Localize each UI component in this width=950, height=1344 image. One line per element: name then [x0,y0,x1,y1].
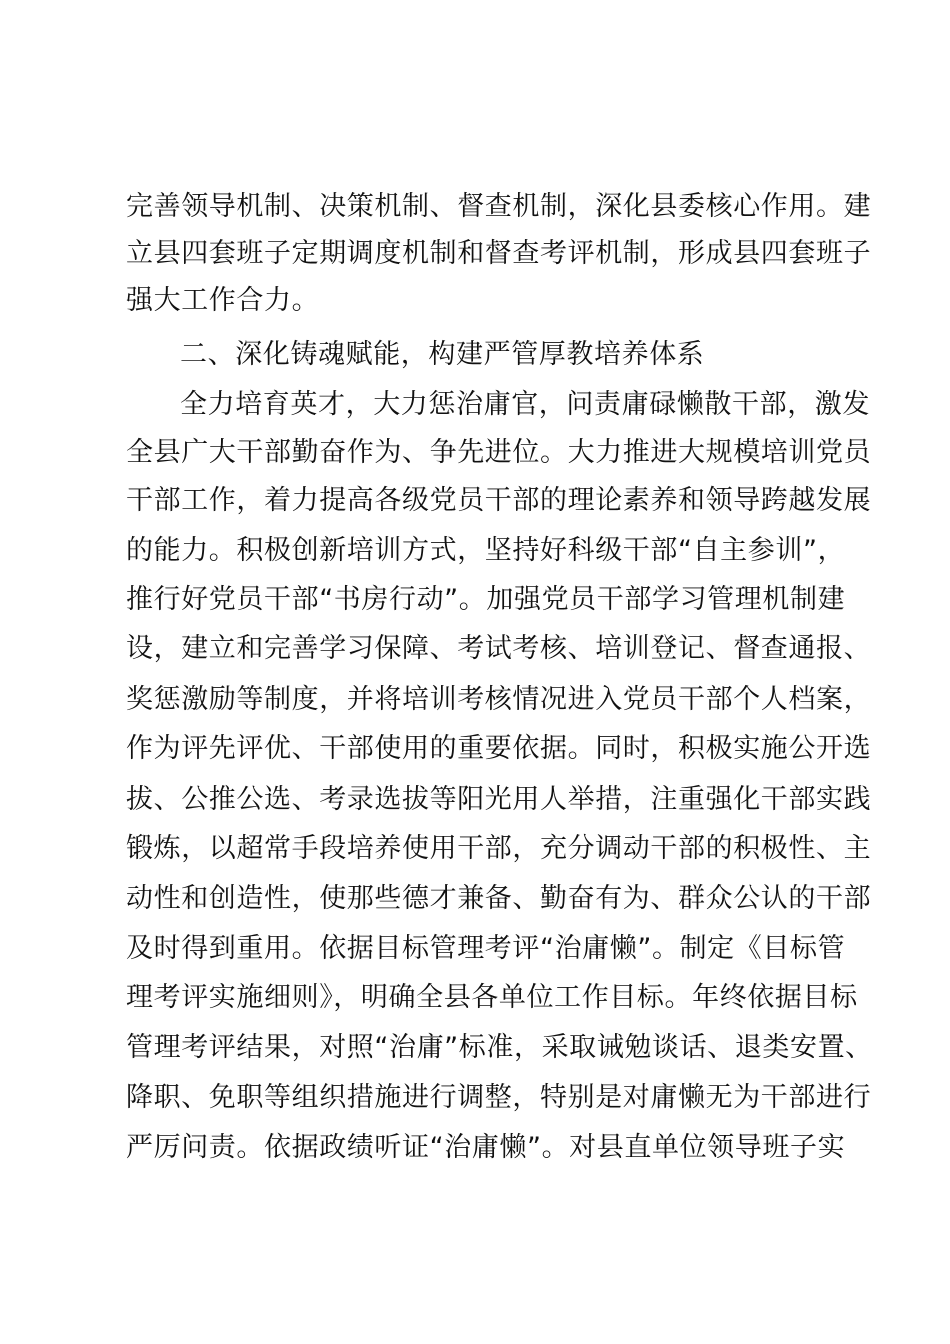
paragraph-line: 全力培育英才，大力惩治庸官，问责庸碌懒散干部，激发 [180,389,870,420]
paragraph-line: 的能力。积极创新培训方式，坚持好科级干部“自主参训”， [126,535,846,566]
paragraph-line: 设，建立和完善学习保障、考试考核、培训登记、督查通报、 [126,633,872,664]
paragraph-line: 作为评先评优、干部使用的重要依据。同时，积极实施公开选 [126,733,872,764]
paragraph-line: 奖惩激励等制度，并将培训考核情况进入党员干部个人档案， [126,684,872,715]
paragraph-line: 拔、公推公选、考录选拔等阳光用人举措，注重强化干部实践 [126,784,872,815]
paragraph-line: 干部工作，着力提高各级党员干部的理论素养和领导跨越发展 [126,485,872,516]
paragraph-line: 强大工作合力。 [126,285,320,316]
paragraph-line: 理考评实施细则》，明确全县各单位工作目标。年终依据目标 [126,982,858,1013]
paragraph-line: 降职、免职等组织措施进行调整，特别是对庸懒无为干部进行 [126,1082,872,1113]
paragraph-line: 推行好党员干部“书房行动”。加强党员干部学习管理机制建 [126,584,846,615]
paragraph-line: 管理考评结果，对照“治庸”标准，采取诫勉谈话、退类安置、 [126,1032,873,1063]
paragraph-line: 全县广大干部勤奋作为、争先进位。大力推进大规模培训党员 [126,437,872,468]
paragraph-line: 动性和创造性，使那些德才兼备、勤奋有为、群众公认的干部 [126,883,872,914]
paragraph-line: 立县四套班子定期调度机制和督查考评机制，形成县四套班子 [126,238,872,269]
paragraph-line: 及时得到重用。依据目标管理考评“治庸懒”。制定《目标管 [126,933,846,964]
paragraph-line: 严厉问责。依据政绩听证“治庸懒”。对县直单位领导班子实 [126,1132,846,1163]
section-heading: 二、深化铸魂赋能，构建严管厚教培养体系 [180,339,705,370]
paragraph-line: 锻炼，以超常手段培养使用干部，充分调动干部的积极性、主 [126,833,872,864]
paragraph-line: 完善领导机制、决策机制、督查机制，深化县委核心作用。建 [126,191,872,222]
